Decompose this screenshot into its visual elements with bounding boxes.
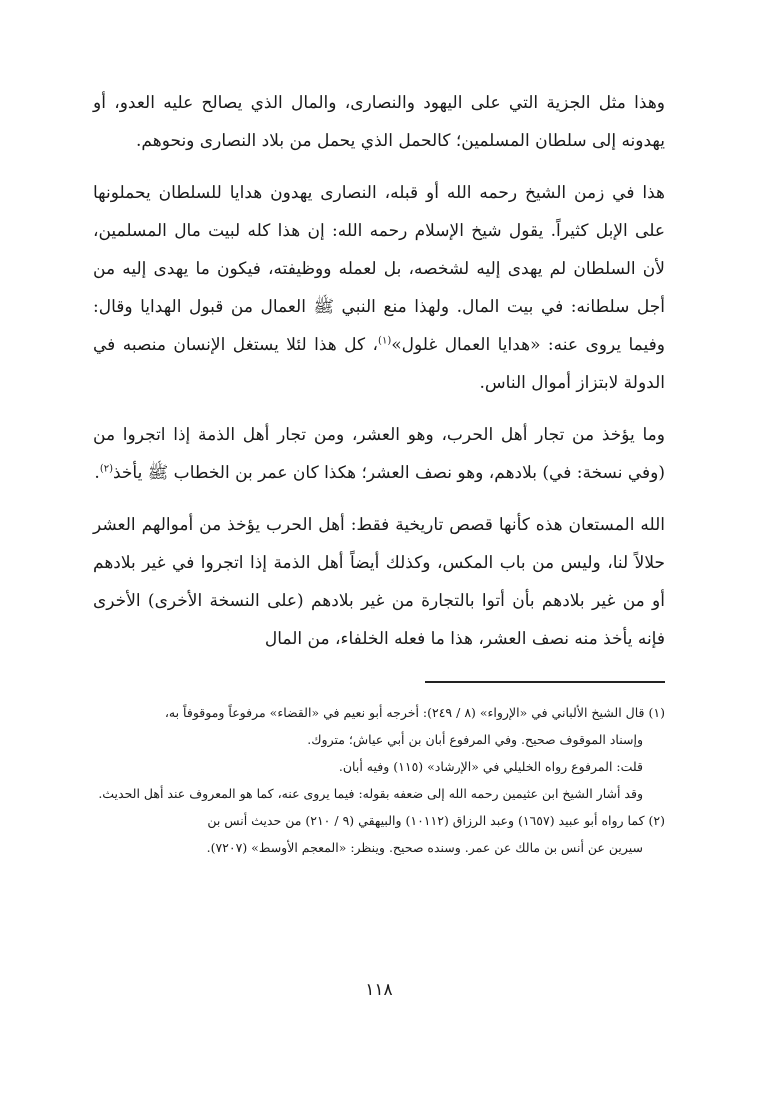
footnote-1-line-2: وإسناد الموقوف صحيح. وفي المرفوع أبان بن أبي عياش؛ متروك. xyxy=(307,732,643,747)
footnote-1-line-1: (١) قال الشيخ الألباني في «الإرواء» (٨ / ٢٤٩): أخرجه أبو نعيم في «القضاء» مرفوعاً وموقوفاً به، xyxy=(164,705,665,720)
paragraph-1 xyxy=(93,84,665,160)
paragraph-2-continuation: ، كل هذا لئلا يستغل الإنسان منصبه في الدولة لابتزاز أموال الناس. xyxy=(93,335,665,393)
footnote-ref-2: (٢) xyxy=(99,463,113,475)
paragraph-3-end: . xyxy=(94,463,100,483)
footnote-1-line-3: قلت: المرفوع رواه الخليلي في «الإرشاد» (١١٥) وفيه أبان. xyxy=(338,759,643,774)
paragraph-2 xyxy=(93,174,665,402)
paragraph-2-text: هذا في زمن الشيخ رحمه الله أو قبله، النصارى يهدون هدايا للسلطان يحملونها على الإبل كثيراً. يقول شيخ الإسلام رحمه الله: إن هذا كله لبيت مال المسلمين، لأن السلطان لم يهدى إليه لشخصه، بل لعمله ووظيفته، فيكون ما يهدى إليه من أجل سلطانه: في بيت المال. ولهذا منع النبي ﷺ العمال من قبول الهدايا وقال: وفيما يروى عنه: «هدايا العمال غلول» xyxy=(93,183,665,355)
footnote-1-line-4: وقد أشار الشيخ ابن عثيمين رحمه الله إلى ضعفه بقوله: فيما يروى عنه، كما هو المعروف عند أهل الحديث. xyxy=(98,786,643,801)
paragraph-3 xyxy=(93,416,665,492)
paragraph-1-text: وهذا مثل الجزية التي على اليهود والنصارى، والمال الذي يصالح عليه العدو، أو يهدونه إلى سلطان المسلمين؛ كالحمل الذي يحمل من بلاد النصارى ونحوهم. xyxy=(93,93,665,151)
main-text xyxy=(93,84,665,658)
footnote-ref-1: (١) xyxy=(378,335,392,347)
book-page xyxy=(93,84,665,861)
paragraph-4 xyxy=(93,506,665,658)
paragraph-3-text: وما يؤخذ من تجار أهل الحرب، وهو العشر، ومن تجار أهل الذمة إذا اتجروا من (وفي نسخة: في) بلادهم، وهو نصف العشر؛ هكذا كان عمر بن الخطاب ﷺ يأخذ xyxy=(93,425,665,483)
footnote-separator xyxy=(425,681,665,683)
footnotes xyxy=(93,699,665,861)
footnote-2-line-2: سيرين عن أنس بن مالك عن عمر. وسنده صحيح. وينظر: «المعجم الأوسط» (٧٢٠٧). xyxy=(206,840,643,855)
footnote-2-line-1: (٢) كما رواه أبو عبيد (١٦٥٧) وعبد الرزاق (١٠١١٢) والبيهقي (٩ / ٢١٠) من حديث أنس بن xyxy=(207,813,665,828)
page-number: ١١٨ xyxy=(365,980,393,1000)
paragraph-4-text: الله المستعان هذه كأنها قصص تاريخية فقط: أهل الحرب يؤخذ من أموالهم العشر حلالاً لنا، وليس من باب المكس، وكذلك أيضاً أهل الذمة إذا اتجروا في غير بلادهم أو من غير بلادهم بأن أتوا بالتجارة من غير بلادهم (على النسخة الأخرى) الأخرى فإنه يأخذ منه نصف العشر، هذا ما فعله الخلفاء، من المال xyxy=(93,515,665,649)
